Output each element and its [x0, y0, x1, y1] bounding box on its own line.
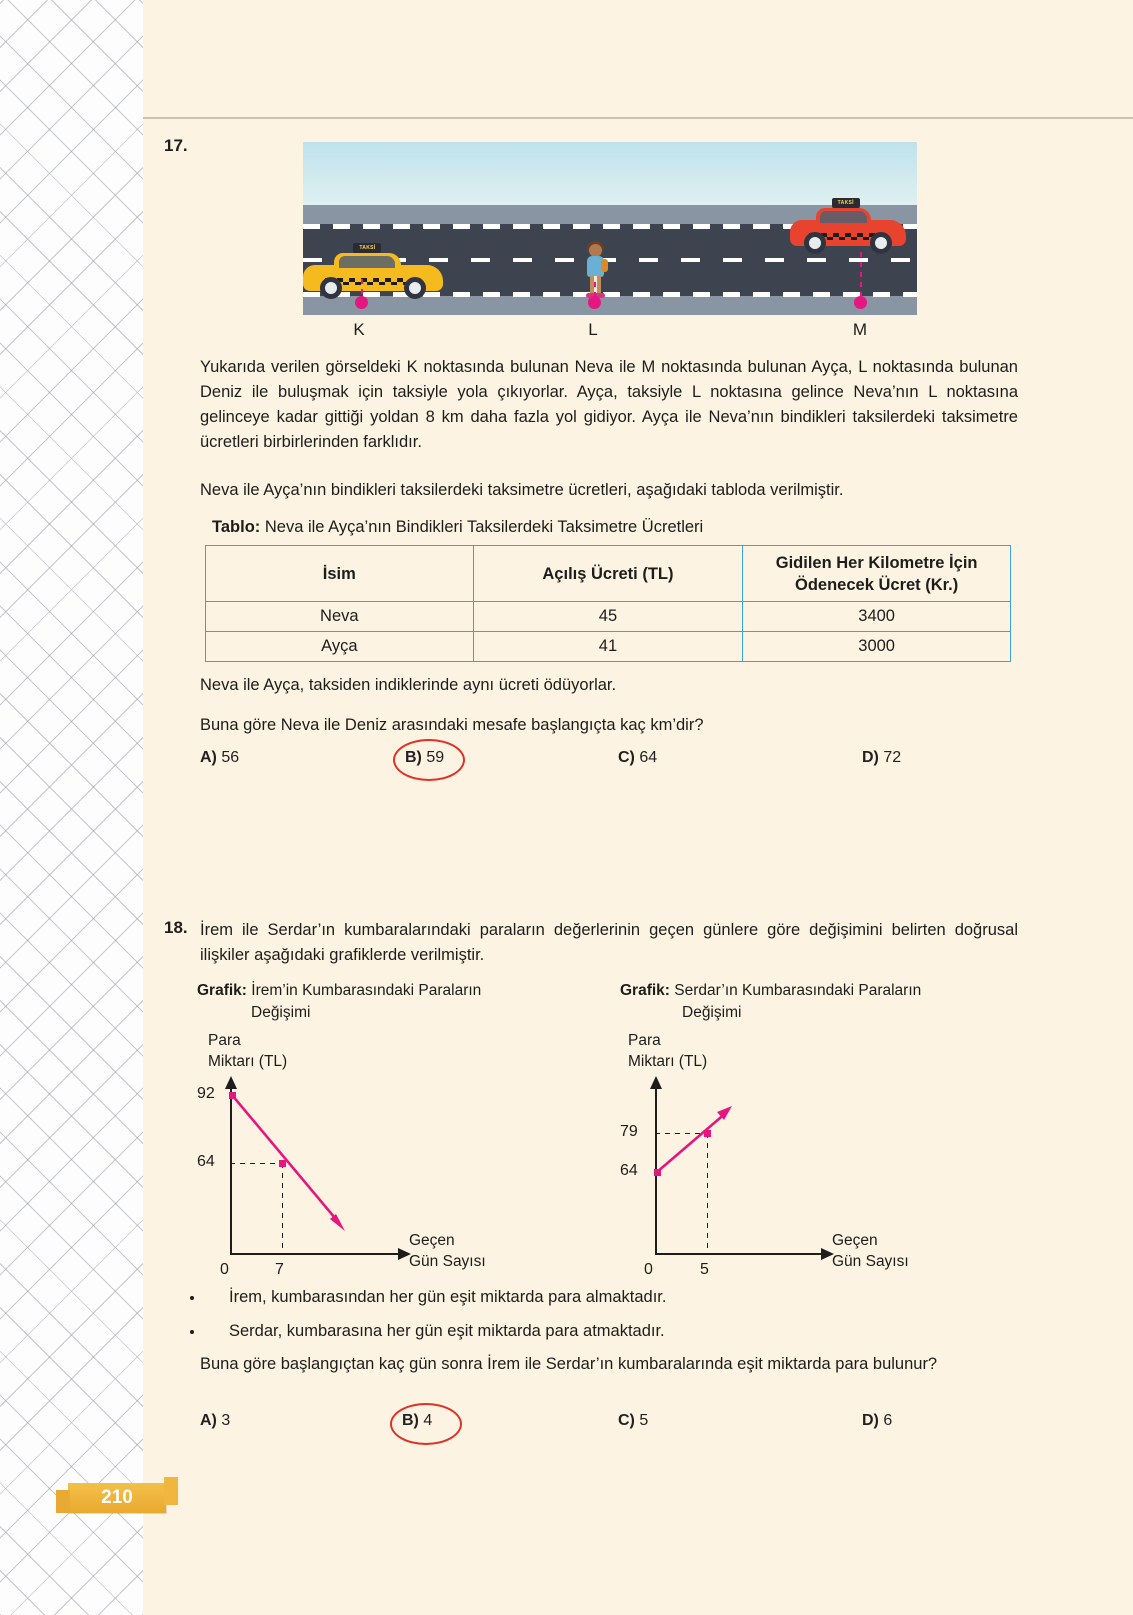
table-caption-label: Tablo:	[212, 518, 261, 536]
header-divider	[143, 117, 1133, 119]
yellow-taxi	[303, 247, 443, 299]
q18-option-d-letter: D)	[862, 1412, 879, 1429]
graph-1-xlabel-line1: Geçen	[409, 1232, 455, 1249]
graph-1-xtick-7: 7	[275, 1261, 284, 1278]
graph-1-ytick-64: 64	[197, 1153, 215, 1170]
graph-2-point-start	[654, 1169, 661, 1176]
graph-serdar	[620, 1030, 1020, 1278]
graph-2-title-label: Grafik:	[620, 982, 670, 999]
q18-option-c-letter: C)	[618, 1412, 635, 1429]
q18-option-a-value: 3	[221, 1412, 231, 1429]
graph-2-title-line1: Serdar’ın Kumbarasındaki Paraların	[669, 982, 922, 999]
q18-bullet-1-text: İrem, kumbarasından her gün eşit miktarda para almaktadır.	[229, 1288, 667, 1306]
graph-2-point-5days	[704, 1130, 711, 1137]
graph-2-title	[620, 980, 980, 1024]
q17-paragraph-1: Yukarıda verilen görseldeki K noktasında bulunan Neva ile M noktasında bulunan Ayça, L noktasında bulunan Deniz ile buluşmak için taksiyle yola çıkıyorlar. Ayça, taksiyle L noktasına gelince Neva’nın L noktasına gelinceye kadar gittiği yoldan 8 km daha fazla yol gidiyor. Ayça ile Neva’nın bindikleri taksilerdeki taksimetre ücretleri birbirlerinden farklıdır.	[200, 358, 1018, 451]
point-label-l: L	[588, 320, 598, 339]
car-wheel	[404, 277, 426, 299]
q17-option-a-value: 56	[221, 749, 240, 766]
graph-2-ytick-64: 64	[620, 1162, 638, 1179]
point-marker-l	[588, 296, 601, 309]
point-label-m: M	[852, 320, 868, 339]
pedestrian-deniz	[583, 244, 609, 299]
cell-opening-neva: 45	[473, 602, 743, 632]
table-header-km-line1: Gidilen Her Kilometre İçin	[775, 553, 978, 572]
graph-1-title-label: Grafik:	[197, 982, 247, 999]
graph-2-xtick-5: 5	[700, 1261, 709, 1278]
table-header-km-ucreti	[743, 546, 1011, 602]
q18-option-d[interactable]	[862, 1412, 892, 1430]
road-illustration	[303, 142, 917, 315]
page-number-tab	[68, 1483, 166, 1513]
q18-option-b[interactable]	[402, 1412, 432, 1430]
table-header-isim: İsim	[206, 546, 474, 602]
q18-question-text: Buna göre başlangıçtan kaç gün sonra İrem ile Serdar’ın kumbaralarında eşit miktarda para bulunur?	[200, 1355, 938, 1373]
cell-name-neva: Neva	[206, 602, 474, 632]
q18-intro-text: İrem ile Serdar’ın kumbaralarındaki paraların değerlerinin geçen günlere göre değişimini belirten doğrusal ilişkiler aşağıdaki grafiklerde verilmiştir.	[200, 921, 1018, 964]
q18-option-c-value: 5	[639, 1412, 649, 1429]
q17-option-b-letter: B)	[405, 749, 422, 766]
bullet-dot-icon	[190, 1296, 194, 1300]
q17-paragraph-3: Neva ile Ayça, taksiden indiklerinde aynı ücreti ödüyorlar.	[200, 676, 617, 694]
page-number: 210	[101, 1487, 133, 1508]
table-header-acilis-ucreti: Açılış Ücreti (TL)	[473, 546, 743, 602]
bullet-dot-icon	[190, 1330, 194, 1334]
table-row	[206, 602, 1011, 632]
graph-1-ylabel-line1: Para	[208, 1032, 241, 1049]
cell-opening-ayca: 41	[473, 632, 743, 662]
graph-2-series-line	[620, 1030, 1020, 1270]
graph-1-point-7days	[279, 1160, 286, 1167]
q17-option-d-letter: D)	[862, 749, 879, 766]
graph-1-title	[197, 980, 547, 1024]
q17-option-d[interactable]	[862, 749, 901, 767]
q17-paragraph-2: Neva ile Ayça’nın bindikleri taksilerdeki taksimetre ücretleri, aşağıdaki tabloda verilmiştir.	[200, 481, 844, 499]
graph-2-xlabel-line1: Geçen	[832, 1232, 878, 1249]
graph-2-ytick-79: 79	[620, 1123, 638, 1140]
point-label-k: K	[353, 320, 365, 339]
red-taxi	[790, 200, 906, 254]
q17-option-c[interactable]	[618, 749, 657, 767]
table-caption-text: Neva ile Ayça’nın Bindikleri Taksilerdeki Taksimetre Ücretleri	[260, 518, 704, 536]
car-window	[339, 256, 395, 268]
q18-option-d-value: 6	[883, 1412, 893, 1429]
page-edge-pattern	[0, 0, 143, 1615]
q17-option-a[interactable]	[200, 749, 239, 767]
question-18-number: 18.	[164, 918, 188, 937]
graph-2-ylabel-line2: Miktarı (TL)	[628, 1053, 708, 1070]
graph-2-xlabel	[832, 1230, 909, 1272]
q18-option-b-value: 4	[423, 1412, 433, 1429]
graph-1-title-line1: İrem’in Kumbarasındaki Paraların	[246, 982, 482, 999]
graph-1-point-start	[229, 1092, 236, 1099]
graph-1-ytick-92: 92	[197, 1085, 215, 1102]
q17-option-b-value: 59	[426, 749, 445, 766]
marker-drop-m	[860, 252, 862, 299]
q17-question-text: Buna göre Neva ile Deniz arasındaki mesafe başlangıçta kaç km’dir?	[200, 716, 704, 734]
car-wheel	[870, 232, 892, 254]
q18-option-a-letter: A)	[200, 1412, 217, 1429]
q18-option-b-letter: B)	[402, 1412, 419, 1429]
graph-1-xlabel	[409, 1230, 486, 1272]
graph-1-xlabel-line2: Gün Sayısı	[409, 1253, 486, 1270]
graph-2-title-line2: Değişimi	[682, 1004, 742, 1021]
graph-2-xlabel-line2: Gün Sayısı	[832, 1253, 909, 1270]
q18-option-a[interactable]	[200, 1412, 230, 1430]
car-wheel	[320, 277, 342, 299]
cell-perkm-neva: 3400	[743, 602, 1011, 632]
q17-option-c-value: 64	[639, 749, 658, 766]
q18-bullet-2-text: Serdar, kumbarasına her gün eşit miktarda para atmaktadır.	[229, 1322, 665, 1340]
question-17-number: 17.	[164, 136, 188, 155]
graph-1-series-line	[197, 1030, 597, 1270]
q17-option-c-letter: C)	[618, 749, 635, 766]
q18-option-c[interactable]	[618, 1412, 648, 1430]
car-window	[820, 211, 866, 223]
graph-irem	[197, 1030, 597, 1278]
point-marker-m	[854, 296, 867, 309]
graph-2-xtick-0: 0	[644, 1261, 653, 1278]
table-header-km-line2: Ödenecek Ücret (Kr.)	[795, 575, 959, 594]
taxi-roof-sign: TAKSİ	[832, 198, 860, 208]
graph-2-ylabel-line1: Para	[628, 1032, 661, 1049]
graph-1-title-line2: Değişimi	[251, 1004, 311, 1021]
table-row	[206, 632, 1011, 662]
cell-name-ayca: Ayça	[206, 632, 474, 662]
sky	[303, 142, 917, 205]
q17-option-a-letter: A)	[200, 749, 217, 766]
table-header-row	[206, 546, 1011, 602]
taximeter-fares-table	[205, 545, 1011, 662]
point-marker-k	[355, 296, 368, 309]
graph-1-xtick-0: 0	[220, 1261, 229, 1278]
graph-1-ylabel-line2: Miktarı (TL)	[208, 1053, 288, 1070]
car-wheel	[804, 232, 826, 254]
cell-perkm-ayca: 3000	[743, 632, 1011, 662]
q17-option-d-value: 72	[883, 749, 902, 766]
q17-option-b[interactable]	[405, 749, 444, 767]
table-caption	[212, 518, 703, 537]
backpack	[601, 259, 608, 272]
taxi-roof-sign: TAKSİ	[353, 243, 381, 253]
